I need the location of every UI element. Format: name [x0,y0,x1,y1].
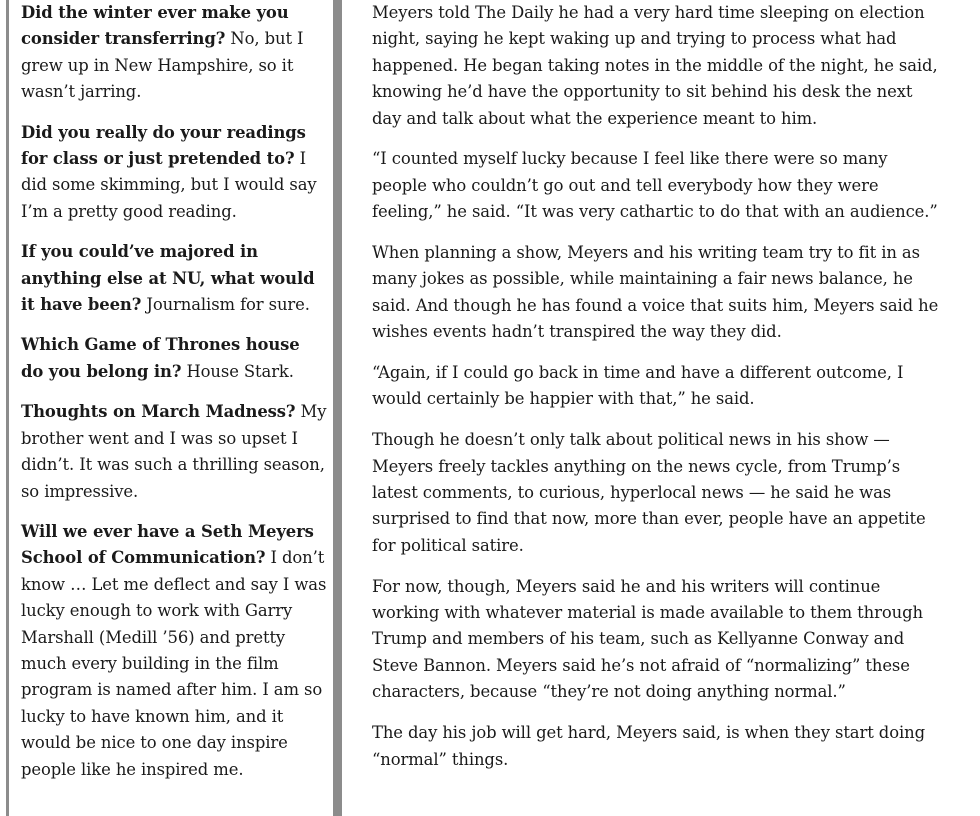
qa-answer: Journalism for sure. [141,295,310,315]
qa-question: Did you really do your readings for class or just pretended to? [21,122,306,169]
qa-item [21,239,327,318]
qa-answer: No, but I grew up in New Hampshire, so it wasn’t jarring. [21,29,304,102]
qa-item [21,399,327,505]
qa-answer: My brother went and I was so upset I didn’t. It was such a thrilling season, so impressive. [21,402,327,501]
qa-list [9,0,327,783]
qa-sidebar [6,0,342,816]
qa-item [21,120,327,226]
qa-answer: I did some skimming, but I would say I’m a pretty good reading. [21,149,317,221]
qa-item [21,0,327,106]
qa-question: Which Game of Thrones house do you belong in? [21,335,300,381]
article-body [372,0,942,787]
qa-question: Did the winter ever make you consider transferring? [21,3,289,49]
article-paragraph: “Again, if I could go back in time and have a different outcome, I would certainly be happier with that,” he said. [372,363,904,409]
article-paragraph: Meyers told The Daily he had a very hard time sleeping on election night, saying he kept waking up and trying to process what had happened. He began taking notes in the middle of the night, he said, knowing he’d have the opportunity to sit behind his desk the next day and talk about what the experience meant to him. [372,3,938,128]
article-paragraph: For now, though, Meyers said he and his writers will continue working with whatever material is made available to them through Trump and members of his team, such as Kellyanne Conway and Steve Bannon. Meyers said he’s not afraid of “normalizing” these characters, because “they’re not doing anything normal.” [372,576,923,702]
qa-answer: I don’t know … Let me deflect and say I was lucky enough to work with Garry Marshall (Medill ’56) and pretty much every building in the film program is named after him. I am so lucky to have known him, and it would be nice to one day inspire people like he inspired me. [21,548,327,779]
qa-answer: House Stark. [181,361,294,381]
qa-item [21,519,327,783]
article-paragraph: The day his job will get hard, Meyers said, is when they start doing “normal” things. [372,723,925,769]
qa-question: If you could’ve majored in anything else at NU, what would it have been? [21,242,315,315]
article-paragraph: When planning a show, Meyers and his writing team try to fit in as many jokes as possible, while maintaining a fair news balance, he said. And though he has found a voice that suits him, Meyers said he wishes events hadn’t transpired the way they did. [372,243,939,342]
article-paragraph: Though he doesn’t only talk about political news in his show — Meyers freely tackles anything on the news cycle, from Trump’s latest comments, to curious, hyperlocal news — he said he was surprised to find that now, more than ever, people have an appetite for political satire. [372,430,926,555]
qa-item [21,332,327,385]
article-paragraph: “I counted myself lucky because I feel like there were so many people who couldn’t go out and tell everybody how they were feeling,” he said. “It was very cathartic to do that with an audience.” [372,149,938,222]
qa-question: Will we ever have a Seth Meyers School of Communication? [21,521,314,568]
qa-question: Thoughts on March Madness? [21,402,296,422]
